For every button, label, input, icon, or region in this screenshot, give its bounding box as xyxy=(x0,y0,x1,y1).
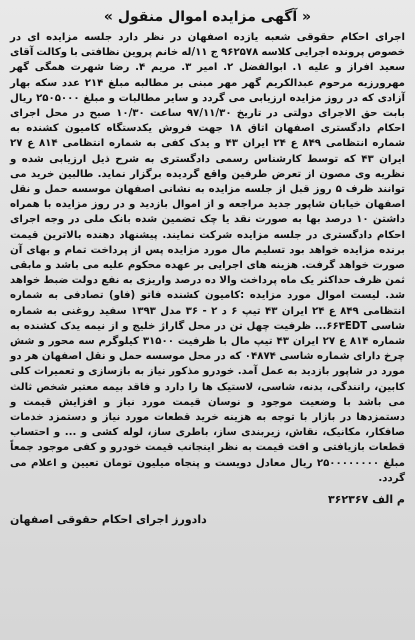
notice-body: اجرای احکام حقوقی شعبه یازده اصفهان در نظر دارد جلسه مزایده ای در خصوص پرونده اجرایی کلاسه ۹۶۲۵۷۸ ج ۱۱/له خانم پروین نظافتی با وکالت آقای سعید افراز و علیه ۱. ابوالفضل ۲. امیر ۳. مریم ۴. رضا شهرت همگی گهر مهرورزیه مرحوم عبدالکریم گهر مهر مبنی بر مطالبه مبلغ ۲۱۴ عدد سکه بهار آزادی که در روز مزایده ارزیابی می گردد و سایر مطالبات و مبلغ ۲۵۰۵۰۰۰ ریال بابت حق الاجرای دولتی در تاریخ ۹۷/۱۱/۳۰ ساعت ۱۰/۳۰ صبح در محل اجرای احکام دادگستری اصفهان اتاق ۱۸ جهت فروش یکدستگاه کامیون کشنده به شماره انتظامی ۸۴۹ ع ۲۴ ایران ۴۳ و یدک کفی به شماره انتظامی ۸۱۴ ع ۲۷ ایران ۴۳ که توسط کارشناس رسمی دادگستری به شرح ذیل ارزیابی شده و نظریه وی مصون از تعرض طرفین واقع گردیده برگزار نماید. طالبین خرید می توانند ظرف ۵ روز قبل از جلسه مزایده به نشانی اصفهان موسسه حمل و نقل اصفهان خیابان شاپور جدید مراجعه و از اموال بازدید و در روز مزایده با همراه داشتن ۱۰ درصد بها به صورت نقد یا چک تضمین شده بانک ملی در وجه اجرای احکام دادگستری در جلسه مزایده شرکت نمایند. پیشنهاد دهنده بالاترین قیمت برنده مزایده خواهد بود تسلیم مال مورد مزایده پس از پرداخت تمام و بهای آن صورت خواهد گرفت. هزینه های اجرایی بر عهده محکوم علیه می باشد و مابقی ثمن ظرف حداکثر یک ماه پرداخت والا ده درصد واریزی به نفع دولت ضبط خواهد شد. لیست اموال مورد مزایده :کامیون کشنده فاتو (فاو) تصادفی به شماره انتظامی ۸۴۹ ع ۲۴ ایران ۴۳ تیپ ۶ د ۲ - ۳۶ مدل ۱۳۹۳ سفید روغنی به شماره شاسی ۶۶۳EDT... ظرفیت چهل تن در محل گاراژ خلیج و از نیمه یدک کشنده به شماره ۸۱۴ ع ۲۷ ایران ۴۳ تیپ مال با ظرفیت ۳۱۵۰۰ کیلوگرم سه محور و شش چرخ دارای شماره شاسی ۰۴۸۷۴ که در محل موسسه حمل و نقل اصفهان هر دو مورد در شاپور بازدید به عمل آمد. خودرو مذکور نیاز به بازسازی و تعمیرات کلی کابین، رانندگی، بدنه، شاسی، لاستیک ها را دارد و فاقد بیمه معتبر شخص ثالث می باشد با وضعیت موجود و نوسان قیمت مورد نیاز و افزایش قیمت و دستمزدها در بازار با توجه به هزینه خرید قطعات مورد نیاز و دستمزد خدمات صافکار، مکانیک، نقاش، زیربندی ساز، باطری ساز، لوله کشی و ... و احتساب قطعات بازیافتی و افت قیمت به نظر اینجانب قیمت خودرو و کفی موجود جمعاً مبلغ ۲۵۰۰۰۰۰۰۰۰ ریال معادل دویست و پنجاه میلیون تومان تعیین و اعلام می گردد. xyxy=(10,32,406,484)
notice-title: « آگهی مزایده اموال منقول » xyxy=(103,9,312,25)
signature: دادورز اجرای احکام حقوقی اصفهان xyxy=(10,513,207,527)
reference-number: م الف ۳۶۲۳۶۷ xyxy=(327,493,405,507)
